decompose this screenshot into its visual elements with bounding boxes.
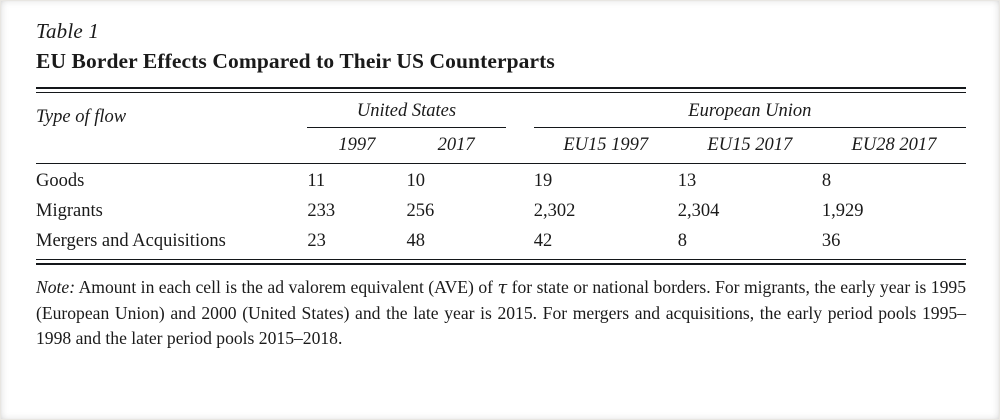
cell-goods-eu15-2017: 13: [677, 171, 697, 192]
cell-gap: [506, 227, 534, 260]
note-label: Note:: [36, 277, 76, 298]
row-label-migrants: Migrants: [36, 201, 103, 222]
cell-gap: [506, 164, 534, 197]
column-header-us-1997: 1997: [338, 135, 376, 156]
row-label-goods: Goods: [36, 171, 85, 192]
cell-goods-us-1997: 11: [307, 171, 326, 192]
cell-goods-us-2017: 10: [406, 171, 425, 192]
group-header-united-states: United States: [307, 93, 505, 128]
table-title: EU Border Effects Compared to Their US Counterparts: [36, 49, 555, 74]
note-tau-symbol: τ: [497, 278, 508, 299]
group-header-row: [36, 93, 966, 128]
column-header-gap: [506, 128, 534, 164]
cell-migrants-us-2017: 256: [406, 201, 435, 222]
data-table: [36, 93, 966, 163]
stub-header: Type of flow: [36, 106, 127, 127]
cell-goods-eu15-1997: 19: [533, 171, 553, 192]
table-row: [36, 227, 966, 260]
cell-gap: [506, 197, 534, 227]
group-header-european-union: European Union: [534, 93, 966, 128]
cell-mergers-eu15-1997: 42: [533, 231, 553, 252]
table-row: [36, 197, 966, 227]
note-text-part-2: for state or national borders. For migrants, the early year is 1995 (European Union) and 2000 (United States) and the late year is 2015. For mergers and acquisitions, the early period pools 1995–1998 and the later period pools 2015–2018.: [36, 277, 966, 349]
row-label-mergers-and-acquisitions: Mergers and Acquisitions: [36, 231, 226, 252]
cell-mergers-eu15-2017: 8: [677, 231, 688, 252]
column-header-eu28-2017: EU28 2017: [851, 135, 937, 156]
group-header-gap: [506, 93, 534, 128]
column-header-us-2017: 2017: [437, 135, 475, 156]
cell-migrants-eu28-2017: 1,929: [821, 201, 864, 222]
cell-migrants-us-1997: 233: [307, 201, 336, 222]
table-number: Table 1: [36, 19, 100, 43]
column-header-row: [36, 128, 966, 164]
table-row: [36, 164, 966, 197]
column-header-eu15-1997: EU15 1997: [563, 135, 649, 156]
table-note: [36, 275, 966, 351]
cell-mergers-us-1997: 23: [307, 231, 326, 252]
column-header-blank: [36, 128, 307, 164]
column-header-eu15-2017: EU15 2017: [707, 135, 793, 156]
cell-mergers-eu28-2017: 36: [821, 231, 841, 252]
cell-mergers-us-2017: 48: [406, 231, 425, 252]
bottom-rule: [36, 259, 966, 265]
table-container: [36, 18, 966, 369]
note-text-part-1: Amount in each cell is the ad valorem equivalent (AVE) of: [75, 277, 498, 298]
cell-goods-eu28-2017: 8: [821, 171, 832, 192]
data-table-body: [36, 164, 966, 259]
cell-migrants-eu15-1997: 2,302: [533, 201, 576, 222]
cell-migrants-eu15-2017: 2,304: [677, 201, 720, 222]
